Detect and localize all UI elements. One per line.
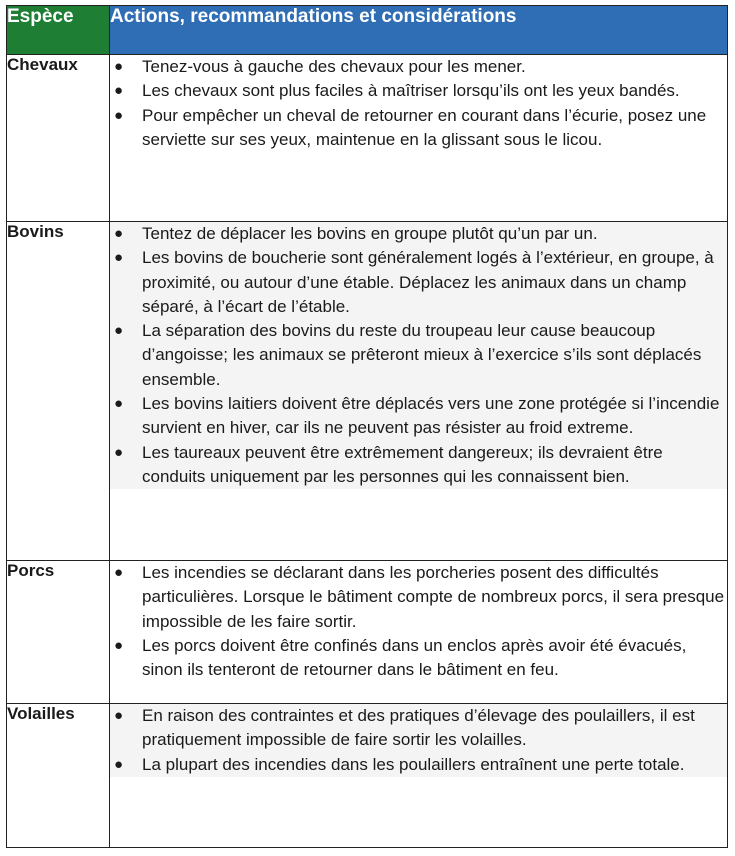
- actions-list: [110, 704, 727, 777]
- table-header-row: [7, 6, 728, 55]
- bullet-icon: ●: [114, 564, 124, 581]
- actions-cell: [110, 704, 728, 848]
- species-actions-table: [6, 5, 728, 848]
- list-item: [110, 753, 727, 777]
- list-item-text: Les porcs doivent être confinés dans un enclos après avoir été évacués, sinon ils tenteront de retourner dans le bâtiment en feu.: [142, 635, 687, 680]
- bullet-icon: ●: [114, 58, 124, 75]
- list-item-text: Les bovins laitiers doivent être déplacés vers une zone protégée si l’incendie survient en hiver, car ils ne peuvent pas résister au froid extreme.: [142, 394, 720, 438]
- list-item: [110, 704, 727, 753]
- actions-cell: [110, 222, 728, 561]
- header-species: Espèce: [7, 6, 110, 55]
- list-item: [110, 392, 727, 441]
- bullet-icon: ●: [114, 636, 124, 654]
- bullet-icon: ●: [114, 249, 124, 267]
- actions-list: [110, 55, 727, 152]
- list-item-text: Les taureaux peuvent être extrêmement dangereux; ils devraient être conduits uniquement par les personnes qui les connaissent bien.: [142, 442, 663, 486]
- table-row-chevaux: [7, 55, 728, 222]
- bullet-icon: ●: [114, 106, 124, 124]
- bullet-icon: ●: [114, 82, 124, 100]
- list-item-text: Les bovins de boucherie sont généralement logés à l’extérieur, en groupe, à proximité, ou autour d’une étable. Déplacez les animaux dans un champ séparé, à l’écart de l’étable.: [142, 248, 714, 316]
- actions-list: [110, 222, 727, 489]
- species-name: Volailles: [7, 704, 110, 848]
- list-item: [110, 104, 727, 153]
- list-item-text: Les chevaux sont plus faciles à maîtriser lorsqu’ils ont les yeux bandés.: [142, 81, 680, 101]
- actions-cell: [110, 561, 728, 704]
- list-item: [110, 561, 727, 634]
- species-name: Bovins: [7, 222, 110, 561]
- table-row-porcs: [7, 561, 728, 704]
- bullet-icon: ●: [114, 707, 124, 724]
- bullet-icon: ●: [114, 443, 124, 461]
- list-item: [110, 246, 727, 319]
- list-item-text: Pour empêcher un cheval de retourner en courant dans l’écurie, posez une serviette sur ses yeux, maintenue en la glissant sous le licou.: [142, 105, 707, 149]
- list-item: [110, 55, 727, 79]
- list-item-text: La séparation des bovins du reste du troupeau leur cause beaucoup d’angoisse; les animaux se prêteront mieux à l’exercice s’ils sont déplacés ensemble.: [142, 321, 702, 389]
- list-item: [110, 319, 727, 392]
- list-item: [110, 634, 727, 683]
- table-row-volailles: [7, 704, 728, 848]
- bullet-icon: ●: [114, 322, 124, 340]
- list-item: [110, 441, 727, 490]
- list-item-text: Les incendies se déclarant dans les porcheries posent des difficultés particulières. Lorsque le bâtiment compte de nombreux porcs, il sera presque impossible de les faire sortir.: [142, 563, 725, 631]
- actions-list: [110, 561, 727, 682]
- header-actions: Actions, recommandations et considérations: [110, 6, 728, 55]
- bullet-icon: ●: [114, 225, 124, 242]
- species-name: Porcs: [7, 561, 110, 704]
- list-item-text: Tentez de déplacer les bovins en groupe plutôt qu’un par un.: [142, 224, 598, 243]
- list-item-text: Tenez-vous à gauche des chevaux pour les mener.: [142, 57, 526, 76]
- species-name: Chevaux: [7, 55, 110, 222]
- bullet-icon: ●: [114, 395, 124, 413]
- table-row-bovins: [7, 222, 728, 561]
- list-item: [110, 222, 727, 246]
- actions-cell: [110, 55, 728, 222]
- bullet-icon: ●: [114, 755, 124, 773]
- list-item: [110, 79, 727, 103]
- list-item-text: La plupart des incendies dans les poulaillers entraînent une perte totale.: [142, 754, 685, 774]
- list-item-text: En raison des contraintes et des pratiques d’élevage des poulaillers, il est pratiquement impossible de faire sortir les volailles.: [142, 706, 695, 750]
